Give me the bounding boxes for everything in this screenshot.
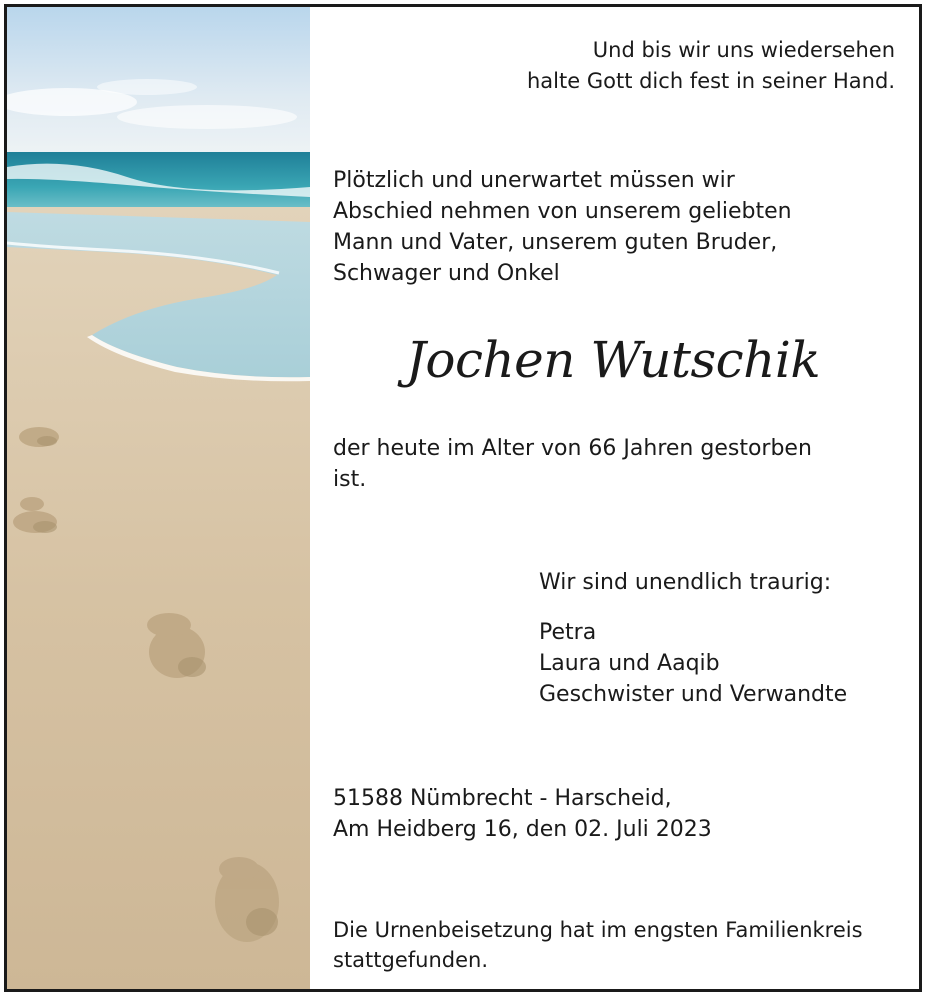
memorial-quote — [527, 35, 895, 97]
intro-text — [333, 165, 792, 289]
obituary-card — [4, 4, 922, 992]
death-line: ist. — [333, 467, 367, 492]
address-date — [333, 783, 712, 845]
address-line: Am Heidberg 16, den 02. Juli 2023 — [333, 817, 712, 842]
intro-line: Abschied nehmen von unserem geliebten — [333, 199, 792, 224]
intro-line: Schwager und Onkel — [333, 261, 560, 286]
mourning-heading: Wir sind unendlich traurig: — [539, 570, 832, 595]
address-line: 51588 Nümbrecht - Harscheid, — [333, 786, 672, 811]
deceased-name: Jochen Wutschik — [405, 331, 821, 389]
mourner: Petra — [539, 620, 597, 645]
burial-line: stattgefunden. — [333, 948, 489, 972]
beach-footprints-image — [7, 7, 310, 989]
intro-line: Plötzlich und unerwartet müssen wir — [333, 168, 735, 193]
mourner: Geschwister und Verwandte — [539, 682, 848, 707]
quote-line: halte Gott dich fest in seiner Hand. — [527, 69, 895, 93]
mourners-list — [539, 617, 847, 710]
death-notice — [333, 433, 812, 495]
mourner: Laura und Aaqib — [539, 651, 720, 676]
burial-note — [333, 915, 863, 975]
death-line: der heute im Alter von 66 Jahren gestorben — [333, 436, 812, 461]
quote-line: Und bis wir uns wiedersehen — [592, 38, 895, 62]
intro-line: Mann und Vater, unserem guten Bruder, — [333, 230, 778, 255]
burial-line: Die Urnenbeisetzung hat im engsten Familienkreis — [333, 918, 863, 942]
